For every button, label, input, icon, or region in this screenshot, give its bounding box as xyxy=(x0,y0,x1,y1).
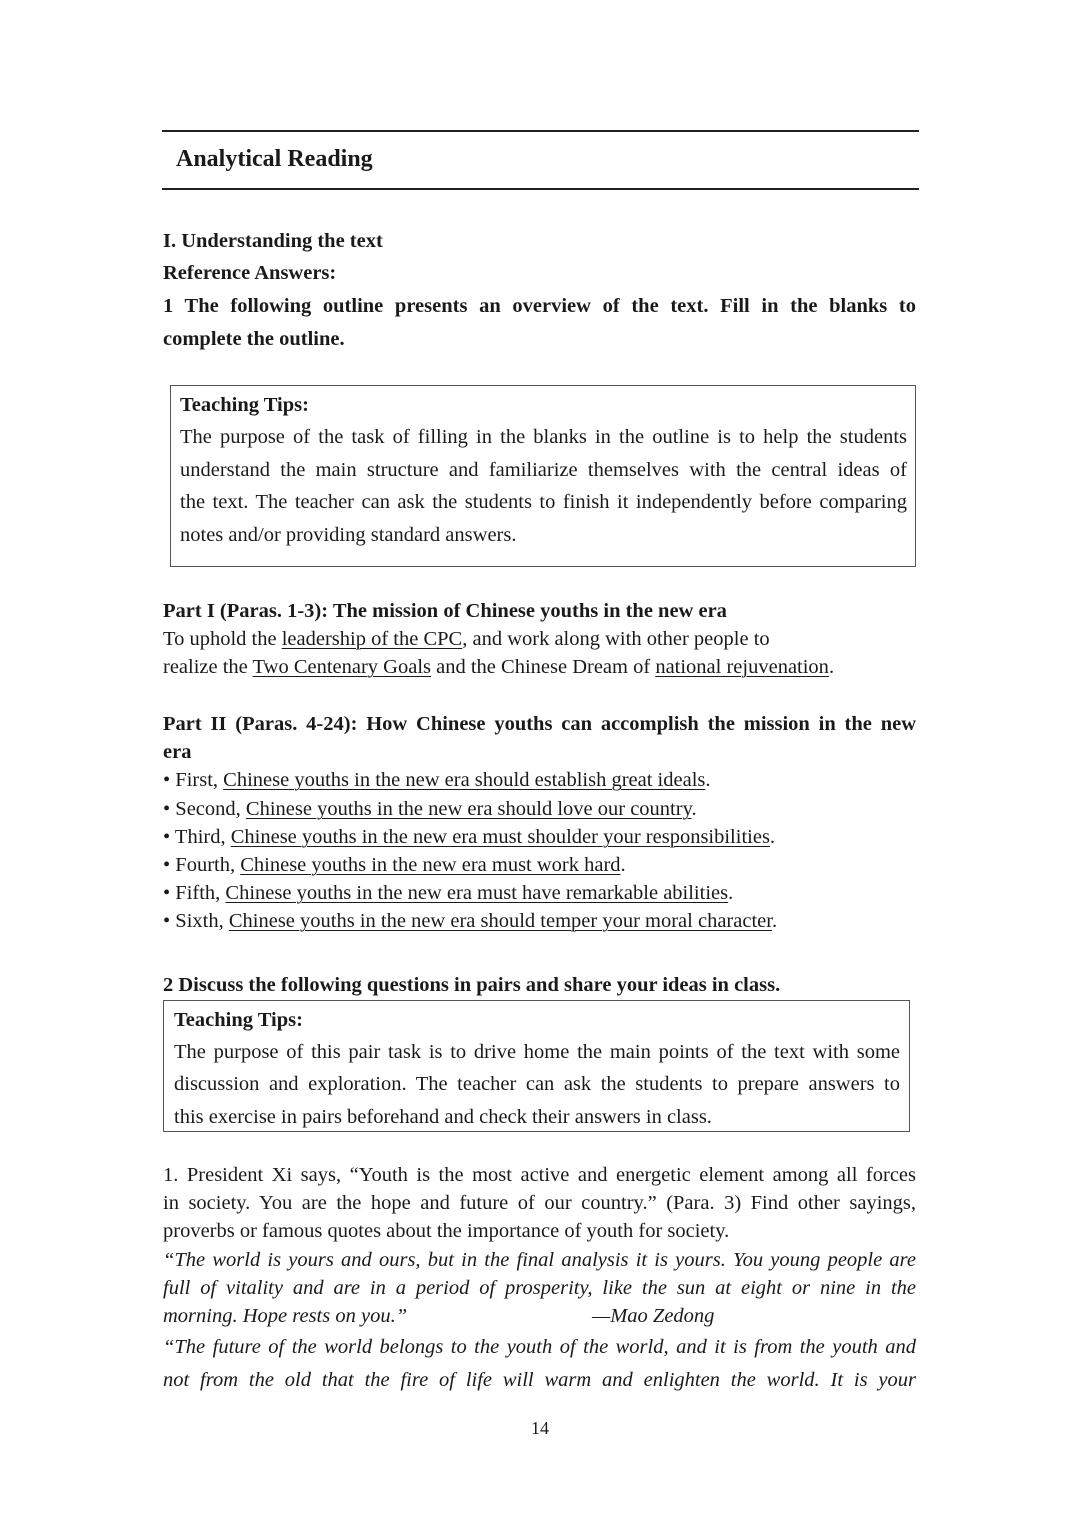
outline-part1-line2 xyxy=(163,653,834,681)
quote-line: morning. Hope rests on you.” xyxy=(163,1305,408,1327)
text-segment: . xyxy=(828,656,835,678)
text-segment: . xyxy=(620,854,626,876)
teaching-tips-label: Teaching Tips: xyxy=(180,394,309,416)
answer-underlined: Chinese youths in the new era should love our country xyxy=(245,798,692,820)
text-segment: . xyxy=(771,910,778,932)
answer-underlined: Two Centenary Goals xyxy=(252,656,432,678)
quote-line: “The world is yours and ours, but in the final analysis it is yours. You young people are xyxy=(163,1249,916,1271)
task2-heading: 2 Discuss the following questions in pairs and share your ideas in class. xyxy=(163,974,781,996)
outline-part2-heading-line1: Part II (Paras. 4-24): How Chinese youths can accomplish the mission in the new xyxy=(163,713,916,735)
task1-instruction-line1: 1 The following outline presents an overview of the text. Fill in the blanks to xyxy=(163,295,916,317)
text-segment: and the Chinese Dream of xyxy=(431,656,656,678)
bottom-rule xyxy=(162,188,919,190)
answer-underlined: leadership of the CPC xyxy=(281,628,463,650)
outline-bullet-item xyxy=(163,766,711,794)
teaching-tips-line: discussion and exploration. The teacher can ask the students to prepare answers to xyxy=(174,1073,900,1095)
text-segment: . xyxy=(705,769,711,791)
question-line: in society. You are the hope and future of our country.” (Para. 3) Find other sayings, xyxy=(163,1192,916,1214)
teaching-tips-line: The purpose of the task of filling in the blanks in the outline is to help the students xyxy=(180,426,907,448)
text-segment: . xyxy=(728,882,734,904)
outline-part2-heading-line2: era xyxy=(163,741,192,763)
quote-line: not from the old that the fire of life will warm and enlighten the world. It is your xyxy=(163,1369,916,1391)
question-line: proverbs or famous quotes about the importance of youth for society. xyxy=(163,1220,730,1242)
answer-underlined: Chinese youths in the new era must shoulder your responsibilities xyxy=(230,826,770,848)
outline-bullet-item xyxy=(163,851,626,879)
task1-instruction-line2: complete the outline. xyxy=(163,328,345,350)
bullet-prefix: • Fifth, xyxy=(163,882,226,904)
answer-underlined: Chinese youths in the new era must work hard xyxy=(240,854,621,876)
bullet-prefix: • Second, xyxy=(163,798,246,820)
text-segment: . xyxy=(691,798,697,820)
teaching-tips-box xyxy=(170,385,916,567)
text-segment: . xyxy=(769,826,776,848)
quote-line: full of vitality and are in a period of prosperity, like the sun at eight or nine in the xyxy=(163,1277,916,1299)
section-title: Analytical Reading xyxy=(176,146,373,172)
bullet-prefix: • Fourth, xyxy=(163,854,241,876)
teaching-tips-box xyxy=(163,1000,910,1132)
teaching-tips-line: this exercise in pairs beforehand and check their answers in class. xyxy=(174,1106,712,1128)
quote-attribution: —Mao Zedong xyxy=(592,1305,715,1327)
teaching-tips-line: notes and/or providing standard answers. xyxy=(180,524,517,546)
outline-bullet-item xyxy=(163,823,775,851)
page-number: 14 xyxy=(531,1418,549,1438)
bullet-prefix: • Sixth, xyxy=(163,910,229,932)
outline-bullet-item xyxy=(163,879,733,907)
reference-answers-label: Reference Answers: xyxy=(163,262,337,284)
answer-underlined: Chinese youths in the new era should temper your moral character xyxy=(228,910,772,932)
text-segment: To uphold the xyxy=(163,628,282,650)
teaching-tips-line: the text. The teacher can ask the students to finish it independently before comparing xyxy=(180,491,907,513)
teaching-tips-line: The purpose of this pair task is to drive home the main points of the text with some xyxy=(174,1041,900,1063)
text-segment: , and work along with other people to xyxy=(462,628,770,650)
question-line: 1. President Xi says, “Youth is the most active and energetic element among all forces xyxy=(163,1164,916,1186)
text-segment: realize the xyxy=(163,656,253,678)
answer-underlined: Chinese youths in the new era should establish great ideals xyxy=(223,769,706,791)
answer-underlined: Chinese youths in the new era must have remarkable abilities xyxy=(225,882,729,904)
teaching-tips-line: understand the main structure and familiarize themselves with the central ideas of xyxy=(180,459,907,481)
top-rule xyxy=(162,130,919,132)
outline-part1-line1 xyxy=(163,625,770,653)
answer-underlined: national rejuvenation xyxy=(655,656,829,678)
part-heading: I. Understanding the text xyxy=(163,230,383,252)
bullet-prefix: • Third, xyxy=(163,826,231,848)
bullet-prefix: • First, xyxy=(163,769,224,791)
outline-part1-heading: Part I (Paras. 1-3): The mission of Chinese youths in the new era xyxy=(163,600,727,622)
teaching-tips-label: Teaching Tips: xyxy=(174,1009,303,1031)
quote-line: “The future of the world belongs to the youth of the world, and it is from the youth and xyxy=(163,1336,916,1358)
outline-bullet-item xyxy=(163,907,777,935)
outline-bullet-item xyxy=(163,795,697,823)
